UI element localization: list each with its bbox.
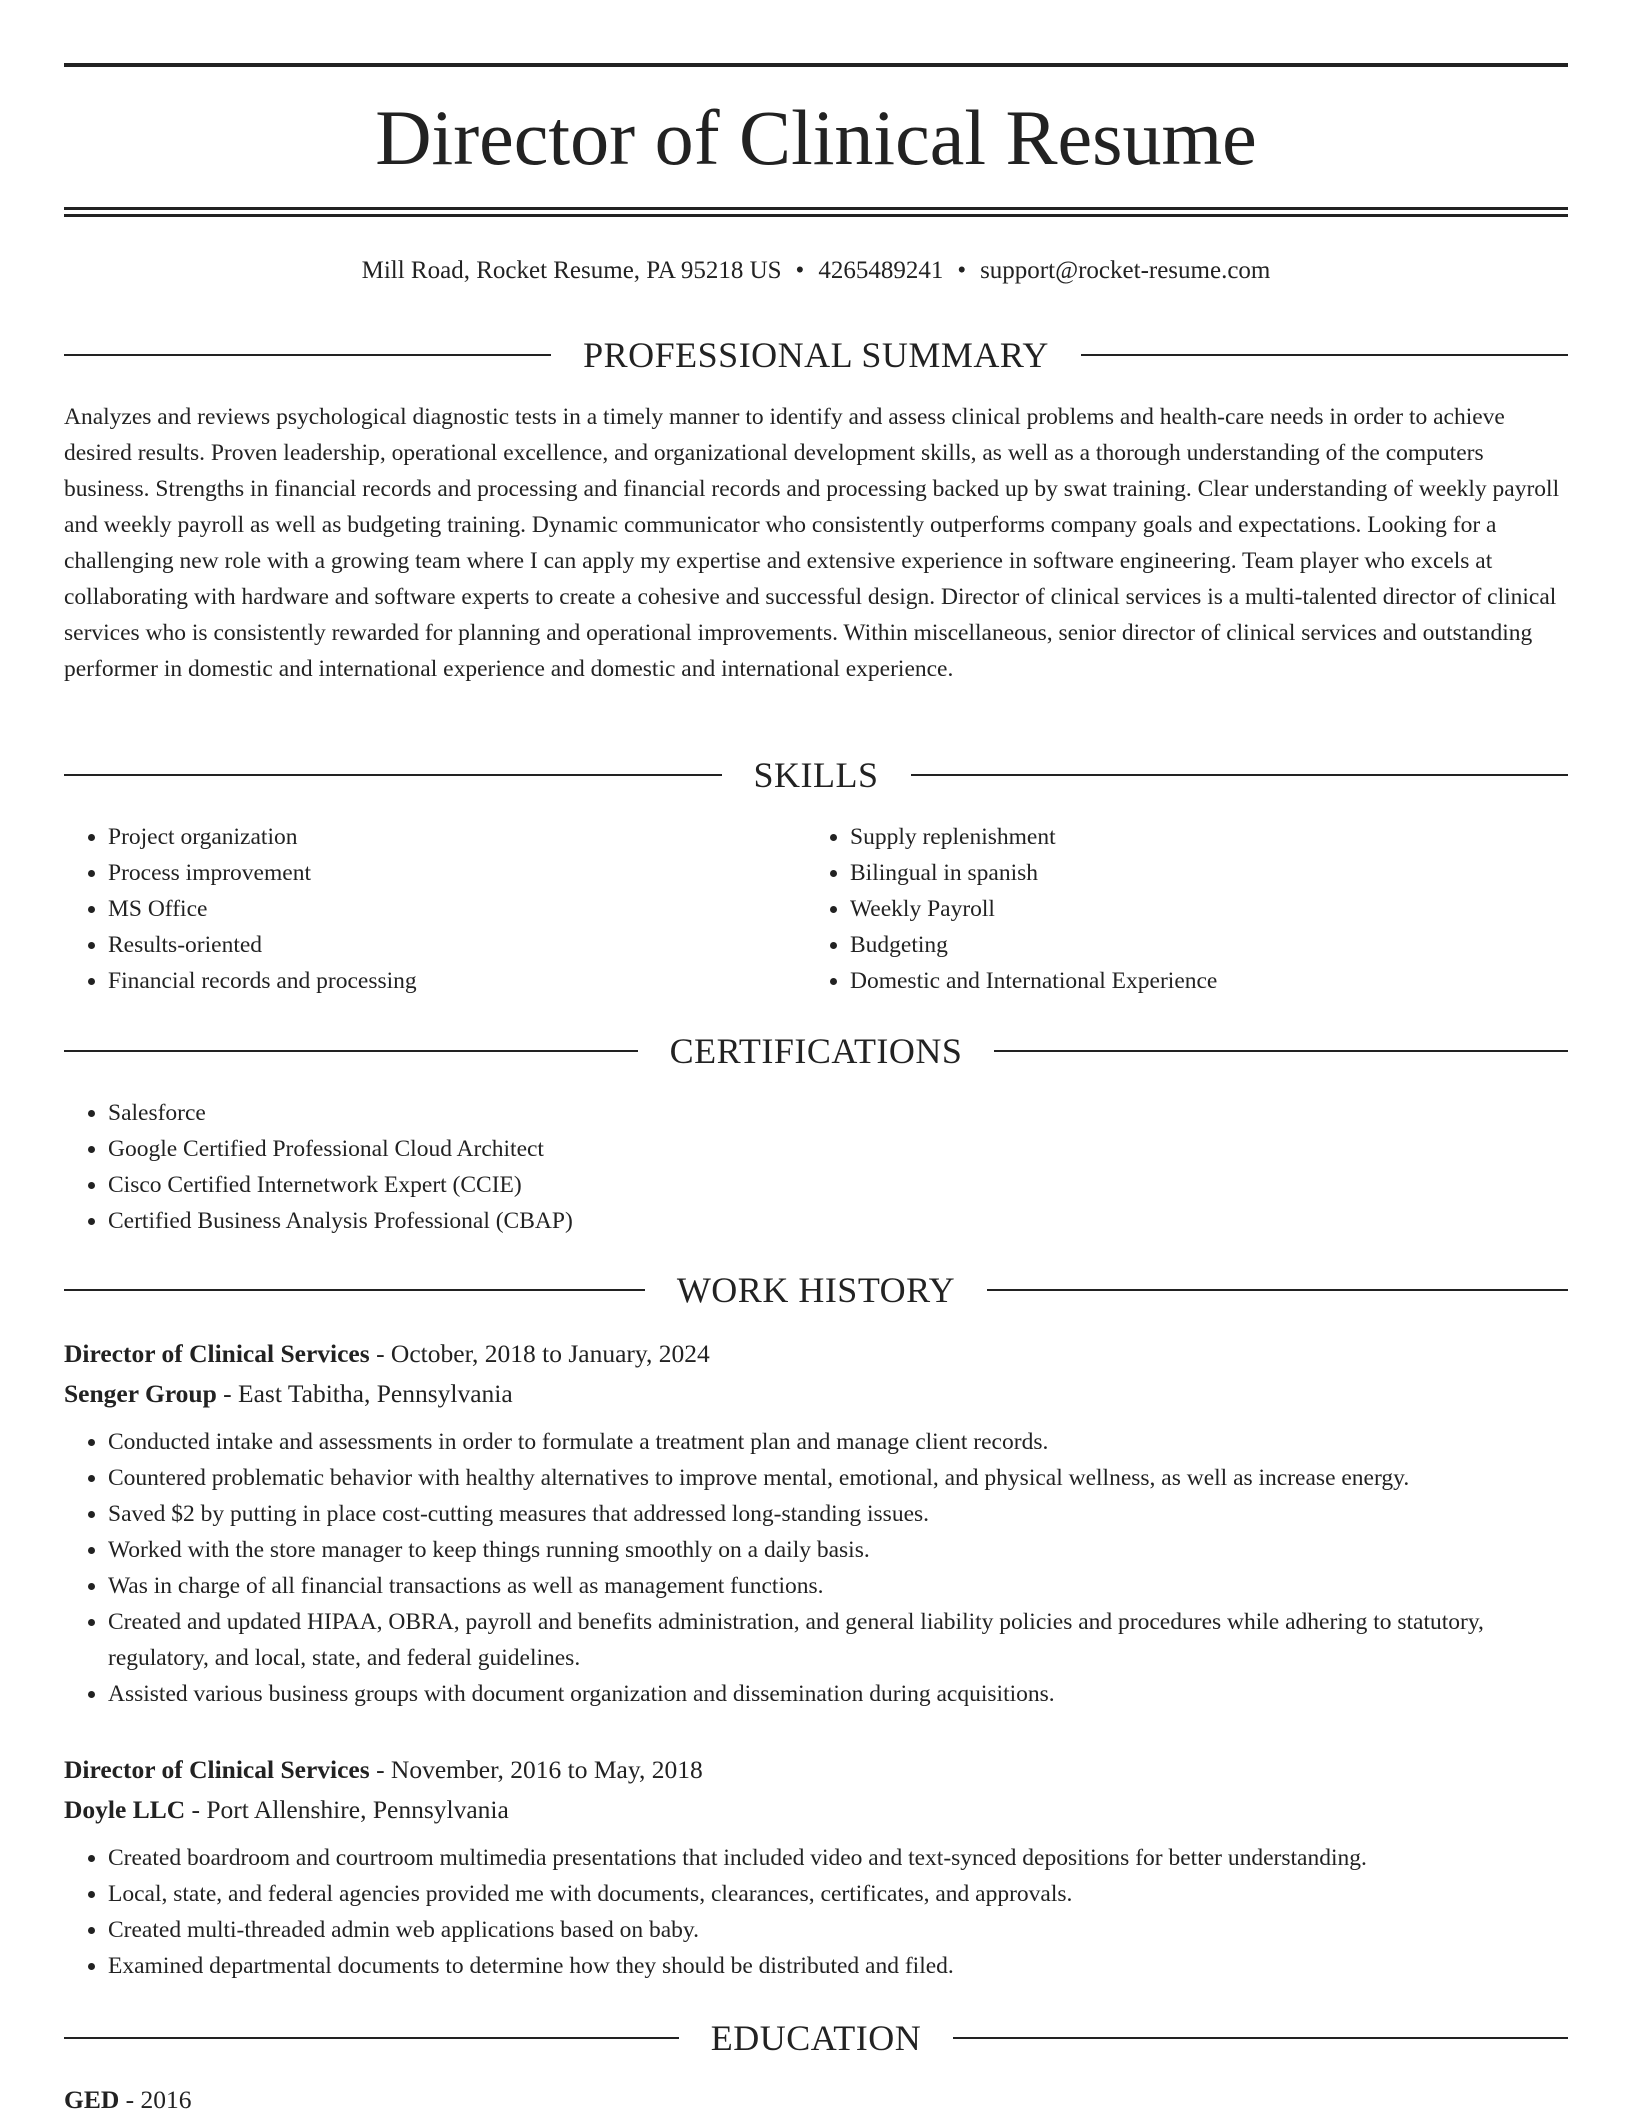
education-year: - 2016: [119, 2085, 192, 2114]
section-title: CERTIFICATIONS: [669, 1031, 963, 1071]
job-entry: [64, 1334, 1568, 1712]
section-heading-education: [64, 2016, 1568, 2060]
skills-column-left: [64, 819, 804, 999]
job-bullets: [64, 1840, 1568, 1984]
job-bullet: • Local, state, and federal agencies provided me with documents, clearances, certificates, and approvals.: [108, 1876, 1568, 1912]
education-entry: [64, 2084, 192, 2116]
title-double-rule: [64, 207, 1568, 217]
contact-phone: 4265489241: [818, 257, 944, 284]
job-bullet: • Saved $2 by putting in place cost-cutting measures that addressed long-standing issues.: [108, 1496, 1568, 1532]
job-title: Director of Clinical Services: [64, 1339, 370, 1368]
company-location: - East Tabitha, Pennsylvania: [216, 1379, 513, 1408]
job-bullet: • Created boardroom and courtroom multimedia presentations that included video and text-synced depositions for better understanding.: [108, 1840, 1568, 1876]
job-bullet: • Examined departmental documents to determine how they should be distributed and filed.: [108, 1948, 1568, 1984]
job-dates: - October, 2018 to January, 2024: [369, 1339, 710, 1368]
job-bullet: • Was in charge of all financial transactions as well as management functions.: [108, 1568, 1568, 1604]
heading-rule: [64, 1050, 638, 1052]
contact-line: [64, 254, 1568, 288]
job-company-line: [64, 1790, 1568, 1830]
job-role-line: [64, 1334, 1568, 1374]
contact-separator: •: [957, 257, 967, 284]
job-company-line: [64, 1374, 1568, 1414]
section-title: SKILLS: [753, 755, 879, 795]
heading-rule: [994, 1050, 1568, 1052]
job-dates: - November, 2016 to May, 2018: [369, 1755, 703, 1784]
heading-rule: [64, 354, 551, 356]
skill-item: • Process improvement: [108, 855, 804, 891]
heading-rule: [953, 2037, 1568, 2039]
contact-email: support@rocket-resume.com: [980, 257, 1271, 284]
heading-rule: [64, 774, 722, 776]
skill-item: • Weekly Payroll: [850, 891, 1546, 927]
contact-address: Mill Road, Rocket Resume, PA 95218 US: [361, 257, 782, 284]
heading-rule: [64, 1289, 645, 1291]
skills-column-right: [806, 819, 1546, 999]
job-bullet: • Assisted various business groups with document organization and dissemination during acquisitions.: [108, 1676, 1568, 1712]
job-role-line: [64, 1750, 1568, 1790]
skill-item: • Supply replenishment: [850, 819, 1546, 855]
contact-separator: •: [795, 257, 805, 284]
resume-title: Director of Clinical Resume: [375, 94, 1257, 181]
job-bullet: • Created multi-threaded admin web applications based on baby.: [108, 1912, 1568, 1948]
skill-item: • Budgeting: [850, 927, 1546, 963]
skill-item: • Project organization: [108, 819, 804, 855]
job-bullet: • Conducted intake and assessments in order to formulate a treatment plan and manage client records.: [108, 1424, 1568, 1460]
heading-rule: [911, 774, 1569, 776]
company-name: Doyle LLC: [64, 1795, 186, 1824]
job-entry: [64, 1750, 1568, 1984]
skill-item: • Bilingual in spanish: [850, 855, 1546, 891]
certification-item: • Cisco Certified Internetwork Expert (CCIE): [108, 1167, 1568, 1203]
top-rule: [64, 63, 1568, 67]
certifications-list: [64, 1095, 1568, 1239]
section-heading-work-history: [64, 1268, 1568, 1312]
section-title: EDUCATION: [710, 2018, 922, 2058]
section-heading-certifications: [64, 1029, 1568, 1073]
skill-item: • MS Office: [108, 891, 804, 927]
certification-item: • Certified Business Analysis Professional (CBAP): [108, 1203, 1568, 1239]
heading-rule: [64, 2037, 679, 2039]
section-title: PROFESSIONAL SUMMARY: [583, 335, 1049, 375]
heading-rule: [987, 1289, 1568, 1291]
section-heading-summary: [64, 333, 1568, 377]
job-bullet: • Countered problematic behavior with healthy alternatives to improve mental, emotional, and physical wellness, as well as increase energy.: [108, 1460, 1568, 1496]
skill-item: • Financial records and processing: [108, 963, 804, 999]
section-heading-skills: [64, 753, 1568, 797]
education-degree: GED: [64, 2085, 120, 2114]
job-bullet: • Worked with the store manager to keep things running smoothly on a daily basis.: [108, 1532, 1568, 1568]
company-location: - Port Allenshire, Pennsylvania: [185, 1795, 509, 1824]
certification-item: • Salesforce: [108, 1095, 1568, 1131]
section-title: WORK HISTORY: [676, 1270, 956, 1310]
skill-item: • Domestic and International Experience: [850, 963, 1546, 999]
heading-rule: [1081, 354, 1568, 356]
job-title: Director of Clinical Services: [64, 1755, 370, 1784]
certification-item: • Google Certified Professional Cloud Architect: [108, 1131, 1568, 1167]
summary-text: Analyzes and reviews psychological diagnostic tests in a timely manner to identify and assess clinical problems and health-care needs in order to achieve desired results. Proven leadership, operational excellence, and organizational development skills, as well as a thorough understanding of the computers business. Strengths in financial records and processing and financial records and processing backed up by swat training. Clear understanding of weekly payroll and weekly payroll as well as budgeting training. Dynamic communicator who consistently outperforms company goals and expectations. Looking for a challenging new role with a growing team where I can apply my expertise and extensive experience in software engineering. Team player who excels at collaborating with hardware and software experts to create a cohesive and successful design. Director of clinical services is a multi-talented director of clinical services who is consistently rewarded for planning and operational improvements. Within miscellaneous, senior director of clinical services and outstanding performer in domestic and international experience and domestic and international experience.: [64, 404, 1560, 682]
job-bullet: • Created and updated HIPAA, OBRA, payroll and benefits administration, and general liability policies and procedures while adhering to statutory, regulatory, and local, state, and federal guidelines.: [108, 1604, 1568, 1676]
skill-item: • Results-oriented: [108, 927, 804, 963]
job-bullets: [64, 1424, 1568, 1712]
company-name: Senger Group: [64, 1379, 217, 1408]
